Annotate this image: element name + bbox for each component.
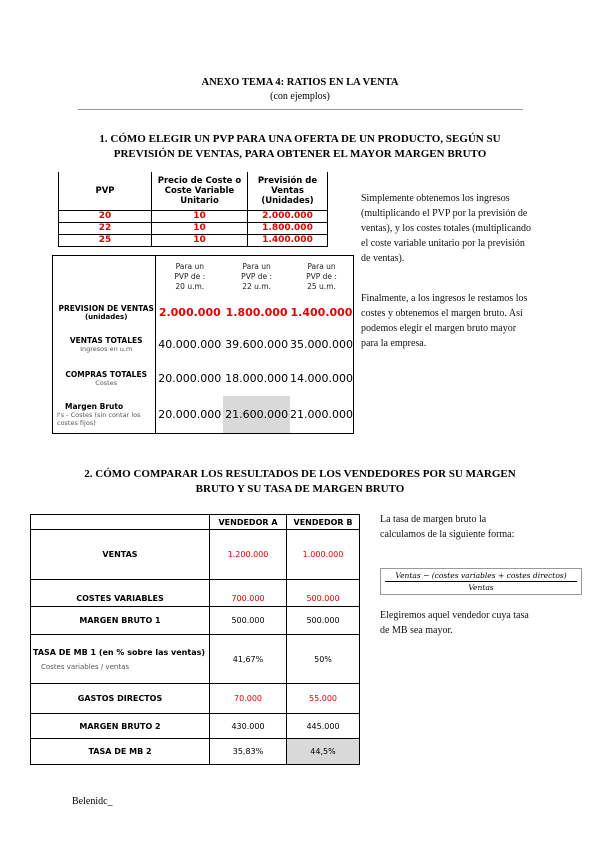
value-cell: 20.000.000 bbox=[156, 396, 223, 434]
column-header bbox=[156, 256, 223, 298]
table-row bbox=[31, 635, 360, 684]
column-header bbox=[223, 256, 290, 298]
value-cell: 2.000.000 bbox=[156, 298, 223, 328]
formula-denominator: Ventas bbox=[468, 583, 494, 592]
table-row bbox=[31, 714, 360, 739]
formula bbox=[380, 568, 582, 595]
row-label: TASA DE MB 2 bbox=[31, 739, 210, 765]
row-label-text: TASA DE MB 1 (en % sobre las ventas) bbox=[33, 647, 206, 657]
row-label: MARGEN BRUTO 2 bbox=[31, 714, 210, 739]
column-line: PVP de : bbox=[174, 271, 206, 281]
empty-header bbox=[31, 515, 210, 530]
highlight-value-cell: 21.600.000 bbox=[223, 396, 290, 434]
seller-b-value: 445.000 bbox=[287, 714, 360, 739]
section1-heading-line2: PREVISIÓN DE VENTAS, PARA OBTENER EL MAYOR MARGEN BRUTO bbox=[113, 148, 487, 160]
value-cell: 20.000.000 bbox=[156, 362, 223, 396]
section2-heading-line2: BRUTO Y SU TASA DE MARGEN BRUTO bbox=[195, 483, 405, 495]
section1-heading-line1: 1. CÓMO ELEGIR UN PVP PARA UNA OFERTA DE UN PRODUCTO, SEGÚN SU bbox=[99, 133, 501, 145]
table-row bbox=[31, 515, 360, 530]
table-row bbox=[31, 739, 360, 765]
column-line: 22 u.m. bbox=[242, 281, 271, 291]
section2-note2: Elegiremos aquel vendedor cuya tasa de MB sea mayor. bbox=[380, 610, 529, 636]
row-label: GASTOS DIRECTOS bbox=[31, 684, 210, 714]
table-row bbox=[59, 211, 328, 223]
row-label-sub: I's - Costes (sin contar los costes fijos) bbox=[57, 410, 141, 427]
margin-table bbox=[52, 255, 354, 434]
empty-cell bbox=[53, 256, 156, 298]
row-label-sub: Costes variables / ventas bbox=[41, 662, 130, 671]
value-cell: 35.000.000 bbox=[290, 338, 353, 351]
row-label bbox=[53, 396, 156, 434]
seller-a-value: 500.000 bbox=[210, 607, 287, 635]
row-label-sub: Ingresos en u.m bbox=[80, 345, 133, 353]
pvp-header: PVP bbox=[59, 172, 152, 211]
table-row bbox=[53, 328, 354, 362]
table-row bbox=[53, 396, 354, 434]
column-line: Para un bbox=[307, 261, 336, 271]
signature: Belenidc_ bbox=[72, 796, 113, 807]
header-divider bbox=[78, 109, 523, 110]
value-cell: 21.000.000 bbox=[290, 407, 353, 421]
seller-b-value: 500.000 bbox=[287, 607, 360, 635]
value-cell: 40.000.000 bbox=[156, 328, 223, 362]
cost-cell: 10 bbox=[152, 235, 248, 247]
sellers-table bbox=[30, 514, 360, 765]
pvp-table bbox=[58, 172, 328, 247]
row-label-sub: (unidades) bbox=[84, 313, 128, 321]
value-cell: 14.000.000 bbox=[290, 372, 353, 385]
forecast-cell: 2.000.000 bbox=[248, 211, 328, 223]
column-line: PVP de : bbox=[306, 271, 337, 281]
value-cell: 1.800.000 bbox=[225, 306, 288, 319]
seller-b-value: 500.000 bbox=[287, 580, 360, 607]
row-label bbox=[53, 298, 156, 328]
highlight-value-cell: 44,5% bbox=[287, 739, 360, 765]
seller-a-value: 430.000 bbox=[210, 714, 287, 739]
column-line: 20 u.m. bbox=[175, 281, 205, 291]
seller-a-value: 700.000 bbox=[210, 580, 287, 607]
table-row bbox=[31, 607, 360, 635]
formula-numerator: Ventas − (costes variables + costes directos) bbox=[385, 571, 577, 582]
table-row bbox=[31, 684, 360, 714]
column-header bbox=[290, 256, 353, 298]
row-label-sub: Costes bbox=[95, 379, 118, 387]
value-cell: 1.400.000 bbox=[290, 306, 353, 319]
page-subtitle: (con ejemplos) bbox=[270, 91, 330, 102]
cost-header: Precio de Coste o Coste Variable Unitario bbox=[152, 172, 248, 211]
forecast-header: Previsión de Ventas (Unidades) bbox=[248, 172, 328, 211]
seller-a-value: 1.200.000 bbox=[210, 530, 287, 580]
row-label-text: PREVISION DE VENTAS bbox=[58, 304, 154, 313]
table-row bbox=[53, 298, 354, 328]
pvp-cell: 22 bbox=[59, 223, 152, 235]
section2-heading-line1: 2. CÓMO COMPARAR LOS RESULTADOS DE LOS VENDEDORES POR SU MARGEN bbox=[84, 468, 516, 480]
seller-b-header: VENDEDOR B bbox=[287, 515, 360, 530]
column-line: Para un bbox=[175, 261, 204, 271]
row-label-text: COMPRAS TOTALES bbox=[65, 370, 147, 379]
table-row bbox=[59, 223, 328, 235]
row-label: VENTAS bbox=[31, 530, 210, 580]
cost-cell: 10 bbox=[152, 223, 248, 235]
table-row bbox=[31, 580, 360, 607]
column-line: Para un bbox=[242, 261, 271, 271]
forecast-cell: 1.400.000 bbox=[248, 235, 328, 247]
seller-b-value: 55.000 bbox=[287, 684, 360, 714]
forecast-cell: 1.800.000 bbox=[248, 223, 328, 235]
row-label-text: VENTAS TOTALES bbox=[69, 336, 143, 345]
seller-a-value: 35,83% bbox=[210, 739, 287, 765]
seller-a-value: 70.000 bbox=[210, 684, 287, 714]
table-row bbox=[53, 362, 354, 396]
row-label: MARGEN BRUTO 1 bbox=[31, 607, 210, 635]
pvp-cell: 20 bbox=[59, 211, 152, 223]
table-row bbox=[31, 530, 360, 580]
column-line: PVP de : bbox=[241, 271, 273, 281]
table-row bbox=[59, 235, 328, 247]
row-label-text: Margen Bruto bbox=[65, 401, 124, 411]
page-title: ANEXO TEMA 4: RATIOS EN LA VENTA bbox=[201, 77, 399, 88]
pvp-cell: 25 bbox=[59, 235, 152, 247]
column-line: 25 u.m. bbox=[307, 281, 336, 291]
value-cell: 18.000.000 bbox=[225, 372, 289, 385]
row-label bbox=[31, 635, 210, 684]
section2-heading bbox=[30, 467, 570, 497]
value-cell: 39.600.000 bbox=[225, 338, 289, 351]
row-label: COSTES VARIABLES bbox=[31, 580, 210, 607]
seller-a-value: 41,67% bbox=[210, 635, 287, 684]
seller-b-value: 50% bbox=[287, 635, 360, 684]
cost-cell: 10 bbox=[152, 211, 248, 223]
section1-heading bbox=[30, 132, 570, 162]
section1-note1: Simplemente obtenemos los ingresos (multiplicando el PVP por la previsión de ventas), y los costes totales (multiplicando el coste variable unitario por la previsión de ventas). bbox=[361, 193, 531, 264]
seller-b-value: 1.000.000 bbox=[287, 530, 360, 580]
section1-note2: Finalmente, a los ingresos le restamos los costes y obtenemos el margen bruto. Así podemos elegir el margen bruto mayor para la empresa. bbox=[361, 293, 528, 349]
row-label bbox=[53, 362, 156, 396]
section2-note1: La tasa de margen bruto la calculamos de la siguiente forma: bbox=[380, 514, 515, 540]
row-label bbox=[53, 328, 156, 362]
table-row bbox=[53, 256, 354, 298]
seller-a-header: VENDEDOR A bbox=[210, 515, 287, 530]
